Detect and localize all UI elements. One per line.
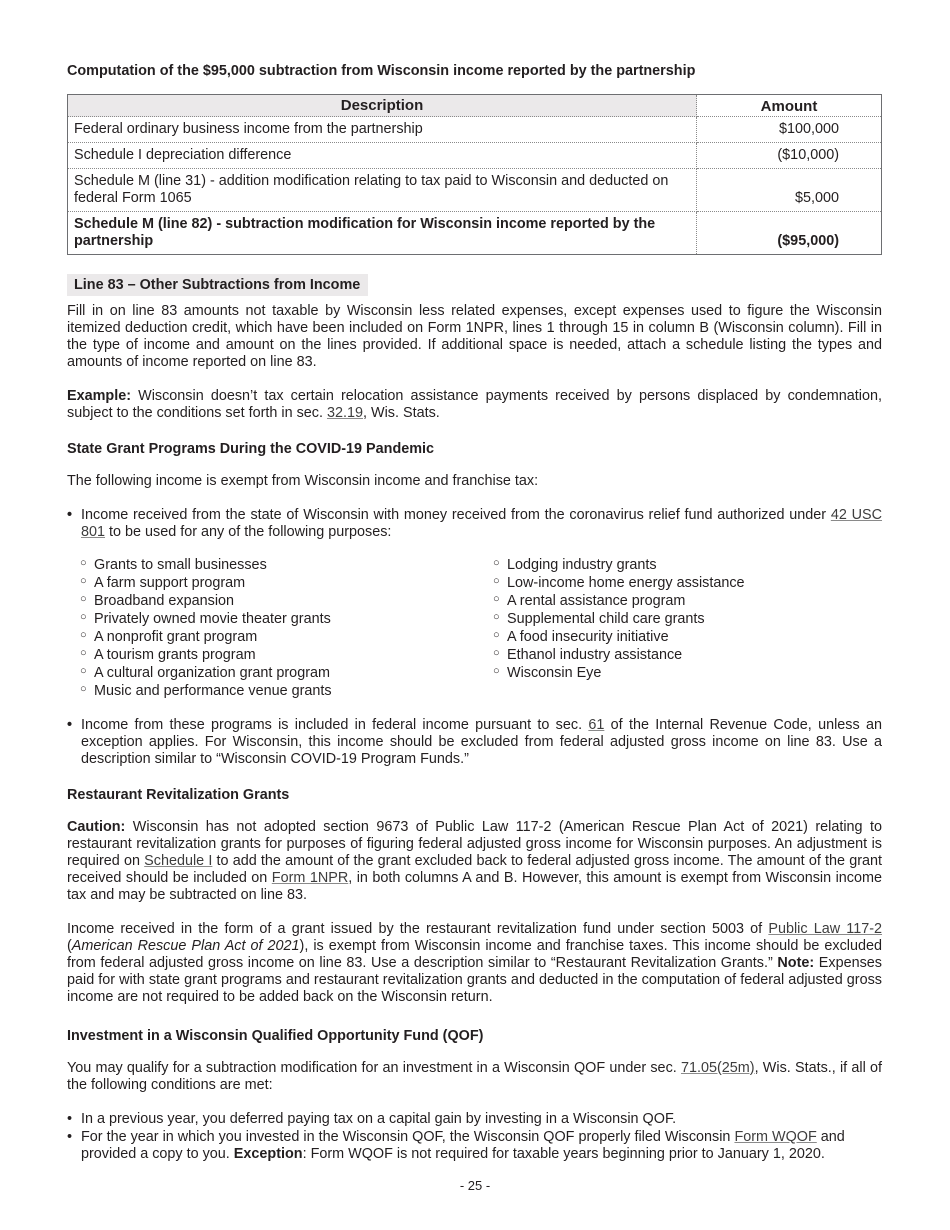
table-row <box>68 143 882 169</box>
circle-bullet-icon: ○ <box>80 611 87 623</box>
statute-link-71-05[interactable]: 71.05(25m) <box>680 1060 755 1076</box>
list-item <box>493 610 745 628</box>
restaurant-paragraph-2 <box>67 921 882 1006</box>
list-item-label: Grants to small businesses <box>94 557 267 573</box>
list-item-label: Ethanol industry assistance <box>507 647 683 663</box>
covid-bullet-1-tail: to be used for any of the following purposes: <box>105 524 392 540</box>
column-header-description: Description <box>68 95 697 117</box>
column-header-amount: Amount <box>697 95 882 117</box>
table-title: Computation of the $95,000 subtraction from Wisconsin income reported by the partnership <box>67 63 696 79</box>
purposes-left-column <box>80 556 493 700</box>
restaurant-text: ), is exempt from Wisconsin income and franchise taxes. This income should be excluded from federal adjusted gross income on line 83. Use a description similar to “Restaurant Revitalization Grants.” <box>67 938 882 971</box>
note-label: Note: <box>777 955 815 971</box>
circle-bullet-icon: ○ <box>493 665 500 677</box>
caution-text: to add the amount of the grant excluded back to federal adjusted gross income. The amount of the grant received should be included on <box>67 853 882 886</box>
row-amount: $5,000 <box>697 169 882 212</box>
restaurant-text: Income received in the form of a grant issued by the restaurant revitalization fund under section 5003 of <box>67 921 769 937</box>
list-item-label: Broadband expansion <box>94 593 235 609</box>
covid-bullet-2-tail: of the Internal Revenue Code, unless an exception applies. For Wisconsin, this income should be excluded from federal adjusted gross income on line 83. Use a description similar to “Wisconsin COVID-19 Program Funds.” <box>81 717 882 767</box>
covid-heading: State Grant Programs During the COVID-19 Pandemic <box>67 441 435 457</box>
list-item <box>493 628 745 646</box>
list-item-label: A cultural organization grant program <box>94 665 330 681</box>
list-item-label: A farm support program <box>94 575 246 591</box>
list-item-label: A nonprofit grant program <box>94 629 258 645</box>
circle-bullet-icon: ○ <box>493 647 500 659</box>
page-number: - 25 - <box>459 1178 491 1193</box>
circle-bullet-icon: ○ <box>80 683 87 695</box>
example-label: Example: <box>67 388 131 404</box>
circle-bullet-icon: ○ <box>80 629 87 641</box>
bullet-icon: • <box>67 717 73 733</box>
caution-label: Caution: <box>67 819 126 835</box>
covid-intro: The following income is exempt from Wisconsin income and franchise tax: <box>67 473 539 489</box>
circle-bullet-icon: ○ <box>80 575 87 587</box>
circle-bullet-icon: ○ <box>80 647 87 659</box>
list-item <box>493 574 745 592</box>
example-paragraph <box>67 388 882 422</box>
note-text: Expenses paid for with state grant programs and restaurant revitalization grants and deducted in the computation of federal adjusted gross income are not required to be added back on the Wisconsin return. <box>67 955 882 1005</box>
line-83-paragraph: Fill in on line 83 amounts not taxable by Wisconsin less related expenses, except expenses used to figure the Wisconsin itemized deduction credit, which have been included on Form 1NPR, lines 1 through 15 in column B (Wisconsin column). Fill in the type of income and amount on the lines provided. If additional space is needed, attach a schedule listing the types and amounts of income reported on line 83. <box>67 303 882 370</box>
section-header-line-83: Line 83 – Other Subtractions from Income <box>67 274 368 296</box>
exception-text: : Form WQOF is not required for taxable years beginning prior to January 1, 2020. <box>302 1146 825 1162</box>
irc-61-link[interactable]: 61 <box>588 717 605 733</box>
list-item-label: A rental assistance program <box>507 593 686 609</box>
row-description: Schedule I depreciation difference <box>68 143 697 169</box>
qof-bullet-2-text: For the year in which you invested in the Wisconsin QOF, the Wisconsin QOF properly filed Wisconsin <box>81 1129 735 1145</box>
list-item <box>80 556 493 574</box>
table-row <box>68 117 882 143</box>
public-law-link[interactable]: Public Law 117-2 <box>768 921 883 937</box>
circle-bullet-icon: ○ <box>80 557 87 569</box>
bullet-icon: • <box>67 1111 73 1127</box>
list-item <box>80 646 493 664</box>
row-description: Federal ordinary business income from the partnership <box>68 117 697 143</box>
circle-bullet-icon: ○ <box>80 593 87 605</box>
covid-bullet-2-text: Income from these programs is included in federal income pursuant to sec. <box>81 717 589 733</box>
purposes-list <box>80 556 882 700</box>
list-item <box>493 556 745 574</box>
example-tail: , Wis. Stats. <box>363 405 440 421</box>
qof-bullet-2-text: and provided a copy to you. <box>81 1129 845 1162</box>
list-item-label: A tourism grants program <box>94 647 256 663</box>
bullet-icon: • <box>67 507 73 523</box>
qof-intro-text: You may qualify for a subtraction modification for an investment in a Wisconsin QOF under sec. <box>67 1060 681 1076</box>
list-item-label: Low-income home energy assistance <box>507 575 745 591</box>
row-description: Schedule M (line 82) - subtraction modification for Wisconsin income reported by the partnership <box>68 212 697 255</box>
schedule-i-link[interactable]: Schedule I <box>144 853 213 869</box>
list-item-label: A food insecurity initiative <box>507 629 669 645</box>
form-wqof-link[interactable]: Form WQOF <box>734 1129 817 1145</box>
list-item-label: Wisconsin Eye <box>507 665 602 681</box>
list-item <box>80 664 493 682</box>
qof-intro-text: , Wis. Stats., if all of the following conditions are met: <box>67 1060 882 1093</box>
usc-801-link[interactable]: 42 USC 801 <box>81 507 883 540</box>
list-item <box>493 646 745 664</box>
qof-heading: Investment in a Wisconsin Qualified Opportunity Fund (QOF) <box>67 1028 484 1044</box>
covid-bullet-1-text: Income received from the state of Wisconsin with money received from the coronavirus relief fund authorized under <box>81 507 831 523</box>
circle-bullet-icon: ○ <box>493 575 500 587</box>
list-item-label: Music and performance venue grants <box>94 683 332 699</box>
circle-bullet-icon: ○ <box>493 557 500 569</box>
circle-bullet-icon: ○ <box>493 593 500 605</box>
qof-bullet-2 <box>67 1129 882 1163</box>
table-header-row <box>68 95 882 117</box>
restaurant-heading: Restaurant Revitalization Grants <box>67 787 290 803</box>
list-item <box>493 592 745 610</box>
row-amount: ($10,000) <box>697 143 882 169</box>
list-item-label: Supplemental child care grants <box>507 611 705 627</box>
purposes-right-column <box>493 556 745 700</box>
qof-bullet-1 <box>67 1111 882 1128</box>
bullet-icon: • <box>67 1129 73 1145</box>
caution-text: , in both columns A and B. However, this amount is exempt from Wisconsin income tax and may be subtracted on line 83. <box>67 870 882 903</box>
circle-bullet-icon: ○ <box>493 611 500 623</box>
list-item <box>80 592 493 610</box>
covid-bullet-2 <box>67 717 882 768</box>
row-description: Schedule M (line 31) - addition modification relating to tax paid to Wisconsin and deducted on federal Form 1065 <box>68 169 697 212</box>
list-item <box>80 574 493 592</box>
list-item <box>80 682 493 700</box>
circle-bullet-icon: ○ <box>493 629 500 641</box>
list-item <box>80 628 493 646</box>
statute-link-32-19[interactable]: 32.19 <box>326 405 363 421</box>
circle-bullet-icon: ○ <box>80 665 87 677</box>
row-amount: $100,000 <box>697 117 882 143</box>
computation-table <box>67 94 882 255</box>
qof-intro <box>67 1060 882 1094</box>
row-amount: ($95,000) <box>697 212 882 255</box>
table-row-total <box>68 212 882 255</box>
restaurant-text: ( <box>67 938 72 954</box>
caution-paragraph <box>67 819 882 904</box>
covid-bullet-1 <box>67 507 882 541</box>
exception-label: Exception <box>233 1146 303 1162</box>
list-item-label: Lodging industry grants <box>507 557 657 573</box>
qof-bullet-1-text: In a previous year, you deferred paying tax on a capital gain by investing in a Wisconsin QOF. <box>81 1111 677 1127</box>
list-item <box>80 610 493 628</box>
list-item-label: Privately owned movie theater grants <box>94 611 331 627</box>
act-title: American Rescue Plan Act of 2021 <box>71 938 300 954</box>
page-content <box>67 63 882 1163</box>
example-text: Wisconsin doesn’t tax certain relocation assistance payments received by persons displaced by condemnation, subject to the conditions set forth in sec. <box>67 388 882 421</box>
form-1npr-link[interactable]: Form 1NPR <box>271 870 349 886</box>
table-row <box>68 169 882 212</box>
list-item <box>493 664 745 682</box>
caution-text: Wisconsin has not adopted section 9673 of Public Law 117-2 (American Rescue Plan Act of 2021) relating to restaurant revitalization grants for purposes of figuring federal adjusted gross income for Wisconsin purposes. An adjustment is required on <box>67 819 882 869</box>
